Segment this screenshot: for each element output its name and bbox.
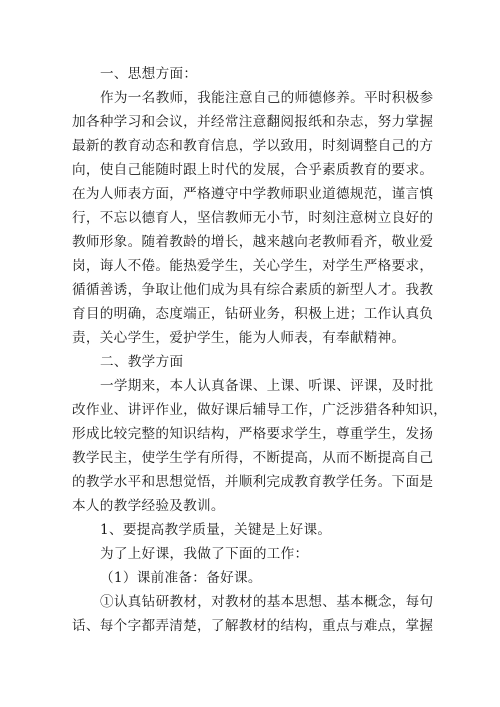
- paragraph-line: 本人的教学经验及教训。: [72, 498, 225, 514]
- section-heading-teaching: 二、教学方面: [100, 354, 184, 370]
- paragraph-line: 为了上好课，我做了下面的工作：: [100, 546, 309, 562]
- paragraph-line: 一学期来，本人认真备课、上课、听课、评课，及时批: [100, 378, 434, 394]
- paragraph-line: 形成比较完整的知识结构，严格要求学生，尊重学生，发扬: [72, 426, 434, 442]
- subsection-heading-prep: （1）课前准备：备好课。: [100, 570, 262, 586]
- paragraph-line: 教师形象。随着教龄的增长，越来越向老教师看齐，敬业爱: [72, 234, 434, 250]
- paragraph-line: 话、每个字都弄清楚，了解教材的结构，重点与难点，掌握: [72, 618, 434, 634]
- paragraph-line: 教学民主，使学生学有所得，不断提高，从而不断提高自己: [72, 450, 434, 466]
- document-body: [72, 62, 448, 638]
- paragraph-line: 的教学水平和思想觉悟，并顺利完成教育教学任务。下面是: [72, 474, 434, 490]
- section-heading-thought: 一、思想方面：: [100, 66, 198, 82]
- paragraph-line: 责，关心学生，爱护学生，能为人师表，有奉献精神。: [72, 330, 406, 346]
- paragraph-line: 改作业、讲评作业，做好课后辅导工作，广泛涉猎各种知识，: [72, 402, 448, 418]
- list-item-line: ①认真钻研教材，对教材的基本思想、基本概念，每句: [100, 594, 434, 610]
- paragraph-line: 向，使自己能随时跟上时代的发展，合乎素质教育的要求。: [72, 162, 434, 178]
- paragraph-line: 在为人师表方面，严格遵守中学教师职业道德规范，谨言慎: [72, 186, 434, 202]
- paragraph-line: 加各种学习和会议，并经常注意翻阅报纸和杂志，努力掌握: [72, 114, 434, 130]
- paragraph-line: 作为一名教师，我能注意自己的师德修养。平时积极参: [100, 90, 434, 106]
- numbered-item-line: 1、要提高教学质量，关键是上好课。: [100, 522, 332, 538]
- paragraph-line: 岗，诲人不倦。能热爱学生，关心学生，对学生严格要求，: [72, 258, 434, 274]
- paragraph-line: 最新的教育动态和教育信息，学以致用，时刻调整自己的方: [72, 138, 434, 154]
- paragraph-line: 育目的明确，态度端正，钻研业务，积极上进；工作认真负: [72, 306, 434, 322]
- paragraph-line: 行，不忘以德育人，坚信教师无小节，时刻注意树立良好的: [72, 210, 434, 226]
- paragraph-line: 循循善诱，争取让他们成为具有综合素质的新型人才。我教: [72, 282, 434, 298]
